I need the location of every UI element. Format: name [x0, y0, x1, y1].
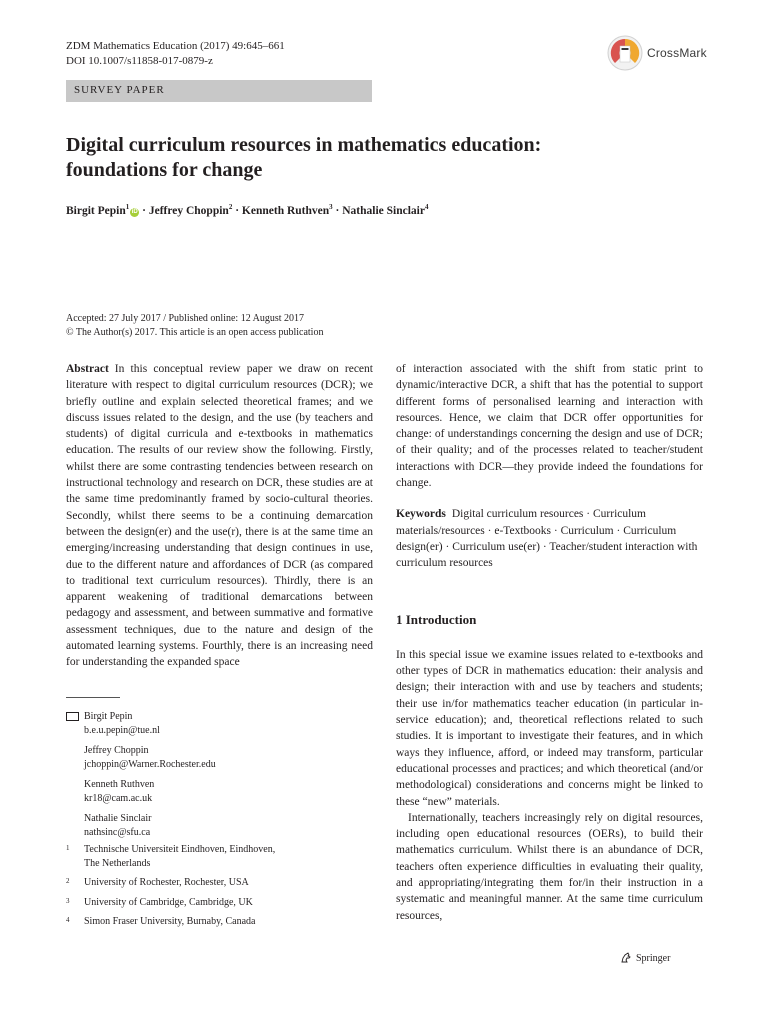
abstract-column-right — [396, 361, 703, 924]
keywords-text: Digital curriculum resources · Curriculum materials/resources · e-Textbooks · Curriculum · Curriculum design(er) · Curriculum use(er) · Teacher/student interaction with curriculum resources — [396, 508, 698, 570]
contact-entry — [66, 778, 366, 805]
contact-name: Nathalie Sinclair — [84, 813, 152, 824]
publication-dates — [66, 312, 323, 340]
title-line-1: Digital curriculum resources in mathematics education: — [66, 134, 542, 156]
contact-email[interactable]: jchoppin@Warner.Rochester.edu — [84, 758, 216, 770]
abstract-column-left — [66, 361, 373, 671]
copyright-notice: © The Author(s) 2017. This article is an open access publication — [66, 327, 324, 338]
affiliation-text: University of Rochester, Rochester, USA — [84, 877, 249, 888]
author-affiliation-mark: 3 — [329, 203, 333, 211]
affiliation-number: 2 — [66, 877, 70, 885]
contact-name: Jeffrey Choppin — [84, 745, 149, 756]
journal-citation: ZDM Mathematics Education (2017) 49:645–661 — [66, 40, 285, 52]
paper-type-bar — [66, 80, 372, 102]
author-separator: · — [332, 204, 343, 217]
doi[interactable]: DOI 10.1007/s11858-017-0879-z — [66, 55, 213, 67]
affiliation-number: 3 — [66, 896, 70, 905]
keywords-label: Keywords — [396, 508, 446, 521]
author-separator: · — [232, 204, 242, 217]
affiliation-entry — [66, 843, 366, 870]
author-name[interactable]: Kenneth Ruthven — [241, 204, 330, 217]
affiliation-text: The Netherlands — [84, 857, 151, 869]
body-paragraph: Internationally, teachers increasingly rely on digital resources, including open educational resources (OERs), to build their mathematics curriculum. Whilst there is an abundance of DCR, teachers often experience difficulties in evaluating their quality, and appropriating/integrating them for/in their instruction in a systematic and meaningful manner. At the same time curriculum resources, — [396, 811, 703, 922]
abstract-continuation: of interaction associated with the shift from static print to dynamic/interactive DCR, a shift that has the potential to support different forms of personalised learning and interaction with resources. Hence, we claim that DCR offer opportunities for change: of understandings concerning the design and use of DCR; of their quality; and of the processes related to teacher/student interactions with DCR—they provide indeed the foundations for change. — [396, 363, 703, 490]
author-name[interactable]: Nathalie Sinclair — [342, 204, 425, 217]
paper-type: SURVEY PAPER — [74, 84, 165, 96]
contact-email[interactable]: b.e.u.pepin@tue.nl — [84, 724, 160, 736]
author-name[interactable]: Jeffrey Choppin — [148, 204, 229, 217]
abstract-label: Abstract — [66, 363, 109, 375]
crossmark-badge[interactable] — [607, 35, 707, 71]
affiliation-text: Simon Fraser University, Burnaby, Canada — [84, 916, 256, 927]
accepted-published-dates: Accepted: 27 July 2017 / Published online: 12 August 2017 — [66, 313, 305, 324]
keywords-paragraph — [396, 506, 703, 571]
author-list — [66, 203, 429, 217]
author-name[interactable]: Birgit Pepin — [66, 204, 126, 217]
affiliation-number: 1 — [66, 844, 70, 852]
contact-email[interactable]: kr18@cam.ac.uk — [84, 792, 153, 804]
author-affiliation-mark: 4 — [425, 203, 429, 211]
affiliation-text: University of Cambridge, Cambridge, UK — [84, 896, 253, 908]
affiliation-entry — [66, 896, 366, 910]
contact-entry — [66, 710, 366, 737]
journal-info — [66, 39, 285, 69]
author-affiliation-mark: 1 — [125, 203, 130, 211]
crossmark-icon — [607, 35, 643, 71]
affiliations — [66, 843, 366, 935]
title-line-2: foundations for change — [66, 159, 263, 181]
body-paragraph: In this special issue we examine issues related to e-textbooks and other types of DCR in mathematics education: their analysis and design; their interaction with and use by teachers and students; their use in/for mathematics teacher education (in particular in-service education); and, theoretical reflections related to such studies. It is important to investigate their features, and in which ways they influence, afford, or indeed may transform, particular educational processes and practices; and which theoretical (and/or methodological) considerations and concerns might be linked to these “new” materials. — [396, 648, 703, 808]
contact-entry — [66, 812, 366, 839]
publisher-logo — [620, 952, 670, 964]
abstract-paragraph — [66, 361, 373, 671]
orcid-icon[interactable]: iD — [131, 208, 138, 215]
affiliation-entry — [66, 915, 366, 929]
publisher-name: Springer — [636, 952, 671, 964]
section-heading-introduction: 1 Introduction — [396, 611, 477, 627]
crossmark-label: CrossMark — [647, 46, 707, 60]
corresponding-contacts — [66, 710, 366, 846]
contact-name: Birgit Pepin — [84, 711, 133, 722]
footnote-divider — [66, 697, 120, 698]
abstract-text: In this conceptual review paper we draw on recent literature with respect to digital curriculum resources (DCR); we briefly outline and explain selected theoretical frames; and we discuss issues related to the design, and the use (by teachers and students) of digital curricula and e-textbooks in mathematics education. The results of our review show the following. Firstly, whilst there are some contrasting tendencies between research on instructional technology and research on DCR, these studies are at the same time predominantly framed by socio-cultural theories. Secondly, whilst there seems to be a continuing demarcation between the design(er) and the use(r), there is at the same time an emerging/increasing understanding that design continues in use, due to the different nature and affordances of DCR (as compared to traditional text curriculum resources). Thirdly, there is an apparent weakening of traditional demarcations between pedagogy and assessment, and between summative and formative assessment techniques, due to the nature and design of the automated learning systems. Fourthly, there is an increasing need for understanding the expanded space — [66, 363, 373, 669]
article-title — [66, 133, 626, 183]
affiliation-number: 4 — [66, 916, 70, 924]
author-separator: · — [139, 204, 149, 217]
affiliation-entry — [66, 876, 366, 890]
envelope-icon — [66, 710, 84, 724]
contact-entry — [66, 744, 366, 771]
contact-name: Kenneth Ruthven — [84, 779, 155, 790]
author-affiliation-mark: 2 — [228, 203, 233, 211]
contact-email[interactable]: nathsinc@sfu.ca — [84, 826, 151, 838]
affiliation-text: Technische Universiteit Eindhoven, Eindhoven, — [84, 844, 276, 855]
springer-horse-icon — [620, 952, 632, 964]
